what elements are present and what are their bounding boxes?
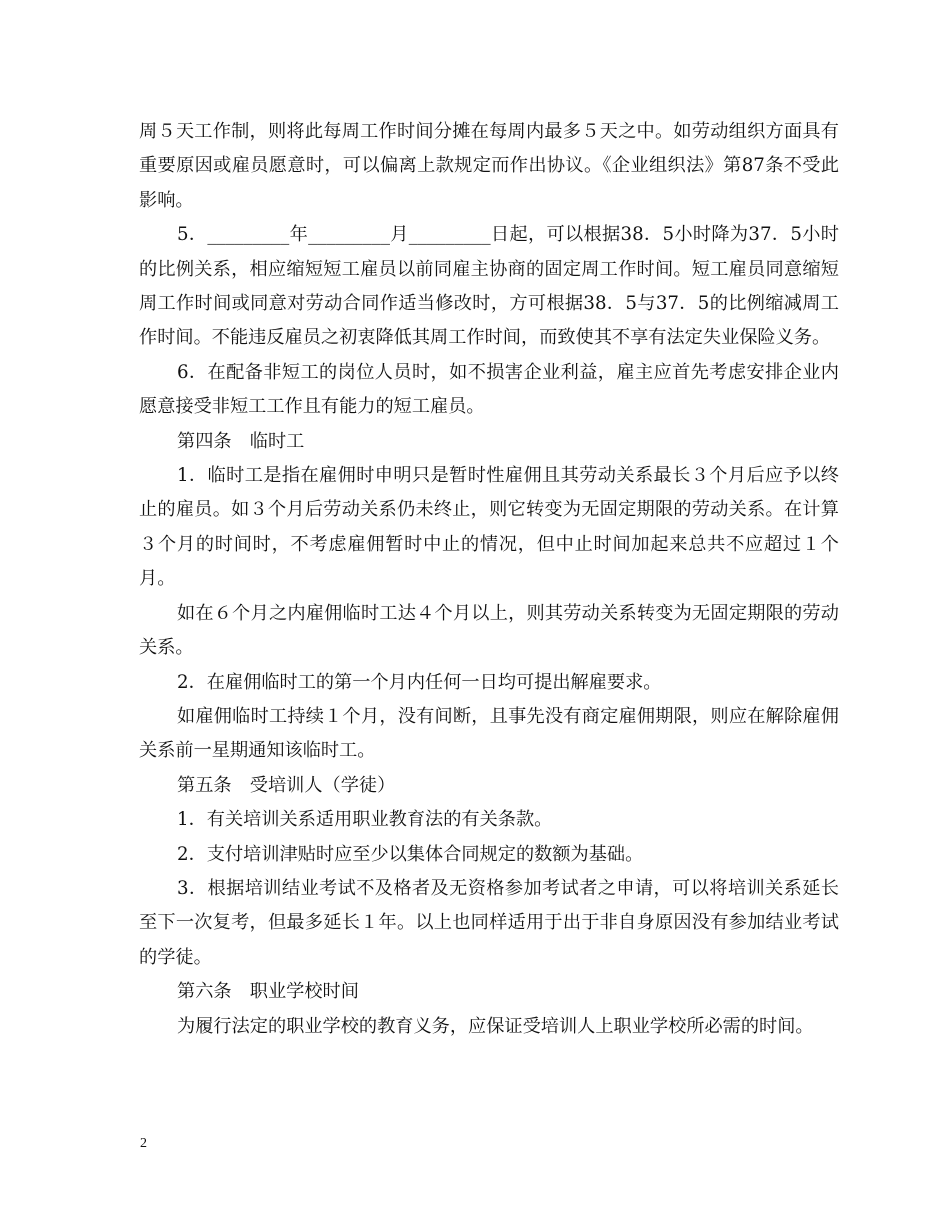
page-number: 2 (140, 1136, 147, 1151)
paragraph-temp-worker-notice: 如雇佣临时工持续１个月，没有间断，且事先没有商定雇佣期限，则应在解除雇佣关系前一星期通知该临时工。 (139, 705, 839, 762)
paragraph-school-time: 为履行法定的职业学校的教育义务，应保证受培训人上职业学校所必需的时间。 (177, 1015, 814, 1037)
paragraph-trainee-1: 1．有关培训关系适用职业教育法的有关条款。 (177, 809, 553, 831)
paragraph-item-6: 6．在配备非短工的岗位人员时，如不损害企业利益，雇主应首先考虑安排企业内愿意接受非短工工作且有能力的短工雇员。 (139, 361, 839, 418)
paragraph-temp-worker-1: 1．临时工是指在雇佣时申明只是暂时性雇佣且其劳动关系最长３个月后应予以终止的雇员。如３个月后劳动关系仍未终止，则它转变为无固定期限的劳动关系。在计算３个月的时间时，不考虑雇佣暂时中止的情况，但中止时间加起来总共不应超过１个月。 (139, 465, 839, 590)
article-5-heading: 第五条 受培训人（学徒） (177, 774, 396, 796)
paragraph-temp-worker-2: 2．在雇佣临时工的第一个月内任何一日均可提出解雇要求。 (177, 671, 662, 693)
paragraph-trainee-3: 3．根据培训结业考试不及格者及无资格参加考试者之申请，可以将培训关系延长至下一次复考，但最多延长１年。以上也同样适用于出于非自身原因没有参加结业考试的学徒。 (139, 877, 839, 968)
article-6-heading: 第六条 职业学校时间 (177, 981, 359, 1003)
paragraph-trainee-2: 2．支付培训津贴时应至少以集体合同规定的数额为基础。 (177, 843, 644, 865)
paragraph-continuation: 周５天工作制，则将此每周工作时间分摊在每周内最多５天之中。如劳动组织方面具有重要原因或雇员愿意时，可以偏离上款规定而作出协议。《企业组织法》第87条不受此影响。 (139, 121, 839, 211)
paragraph-item-5: 5．_________年_________月_________日起，可以根据38．5小时降为37．5小时的比例关系，相应缩短短工雇员以前同雇主协商的固定周工作时间。短工雇员同意缩短周工作时间或同意对劳动合同作适当修改时，方可根据38．5与37．5的比例缩减周工作时间。不能违反雇员之初衷降低其周工作时间，而致使其不享有法定失业保险义务。 (139, 224, 839, 349)
article-4-heading: 第四条 临时工 (177, 430, 305, 452)
document-body (139, 115, 839, 1044)
paragraph-temp-worker-note: 如在６个月之内雇佣临时工达４个月以上，则其劳动关系转变为无固定期限的劳动关系。 (139, 602, 839, 659)
